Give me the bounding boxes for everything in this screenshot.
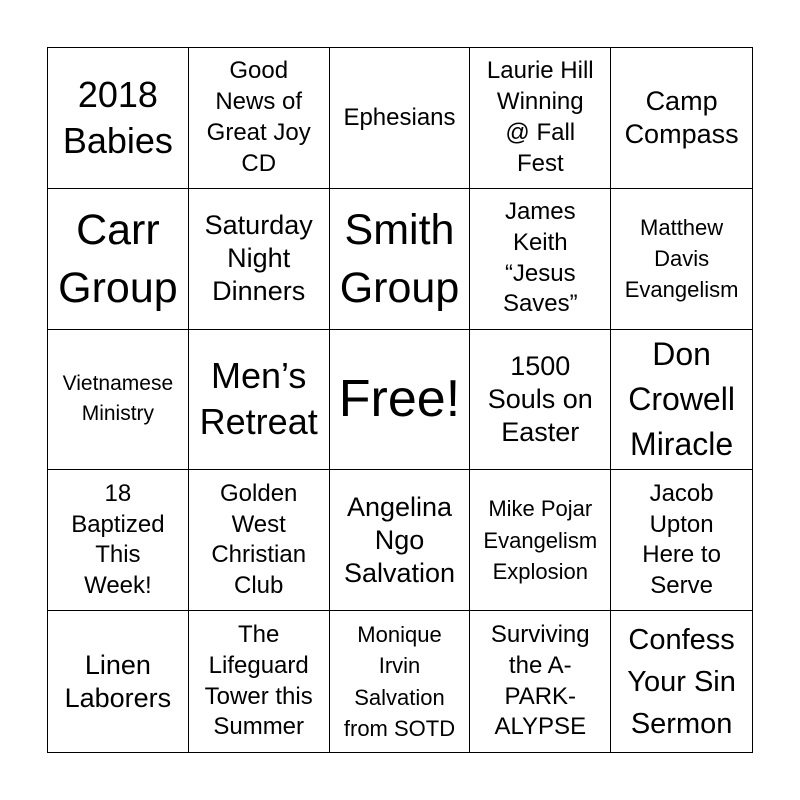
square-label: Smith Group — [339, 205, 460, 312]
bingo-square[interactable] — [189, 611, 330, 752]
square-label: The Lifeguard Tower this Summer — [204, 621, 313, 741]
bingo-square[interactable] — [189, 189, 330, 330]
bingo-square[interactable] — [611, 470, 752, 611]
square-label: Jacob Upton Here to Serve — [642, 479, 721, 599]
square-label: Monique Irvin Salvation from SOTD — [343, 622, 456, 741]
bingo-square[interactable] — [189, 330, 330, 471]
square-label: Saturday Night Dinners — [204, 210, 313, 307]
square-label: Laurie Hill Winning @ Fall Fest — [486, 57, 594, 177]
bingo-square[interactable] — [330, 611, 471, 752]
bingo-square[interactable] — [48, 611, 189, 752]
bingo-square[interactable] — [611, 330, 752, 471]
bingo-square[interactable] — [470, 48, 611, 189]
square-label: Angelina Ngo Salvation — [343, 491, 456, 588]
square-label: 2018 Babies — [62, 73, 173, 161]
bingo-square[interactable] — [48, 470, 189, 611]
bingo-square[interactable] — [48, 330, 189, 471]
square-label: Free! — [338, 370, 461, 429]
bingo-square[interactable] — [470, 470, 611, 611]
bingo-square[interactable] — [611, 189, 752, 330]
bingo-card — [47, 47, 753, 753]
free-square[interactable] — [330, 330, 471, 471]
square-label: Don Crowell Miracle — [628, 336, 735, 462]
square-label: Men’s Retreat — [199, 355, 318, 443]
bingo-square[interactable] — [48, 189, 189, 330]
bingo-square[interactable] — [330, 470, 471, 611]
square-label: Linen Laborers — [64, 649, 172, 713]
bingo-square[interactable] — [611, 611, 752, 752]
square-label: Surviving the A- PARK- ALYPSE — [490, 621, 590, 741]
bingo-square[interactable] — [470, 611, 611, 752]
square-label: Mike Pojar Evangelism Explosion — [483, 496, 598, 584]
bingo-square[interactable] — [330, 48, 471, 189]
square-label: Camp Compass — [624, 85, 739, 149]
bingo-square[interactable] — [48, 48, 189, 189]
bingo-square[interactable] — [189, 470, 330, 611]
bingo-square[interactable] — [189, 48, 330, 189]
bingo-square[interactable] — [470, 189, 611, 330]
square-label: 1500 Souls on Easter — [487, 351, 593, 447]
square-label: Good News of Great Joy CD — [206, 57, 311, 177]
bingo-square[interactable] — [611, 48, 752, 189]
square-label: Confess Your Sin Sermon — [627, 623, 736, 740]
square-label: 18 Baptized This Week! — [71, 479, 165, 599]
square-label: Vietnamese Ministry — [62, 372, 174, 426]
square-label: Ephesians — [343, 103, 456, 131]
bingo-square[interactable] — [330, 189, 471, 330]
bingo-square[interactable] — [470, 330, 611, 471]
square-label: James Keith “Jesus Saves” — [502, 198, 578, 318]
square-label: Matthew Davis Evangelism — [624, 214, 739, 303]
square-label: Golden West Christian Club — [211, 479, 307, 599]
square-label: Carr Group — [58, 205, 178, 312]
